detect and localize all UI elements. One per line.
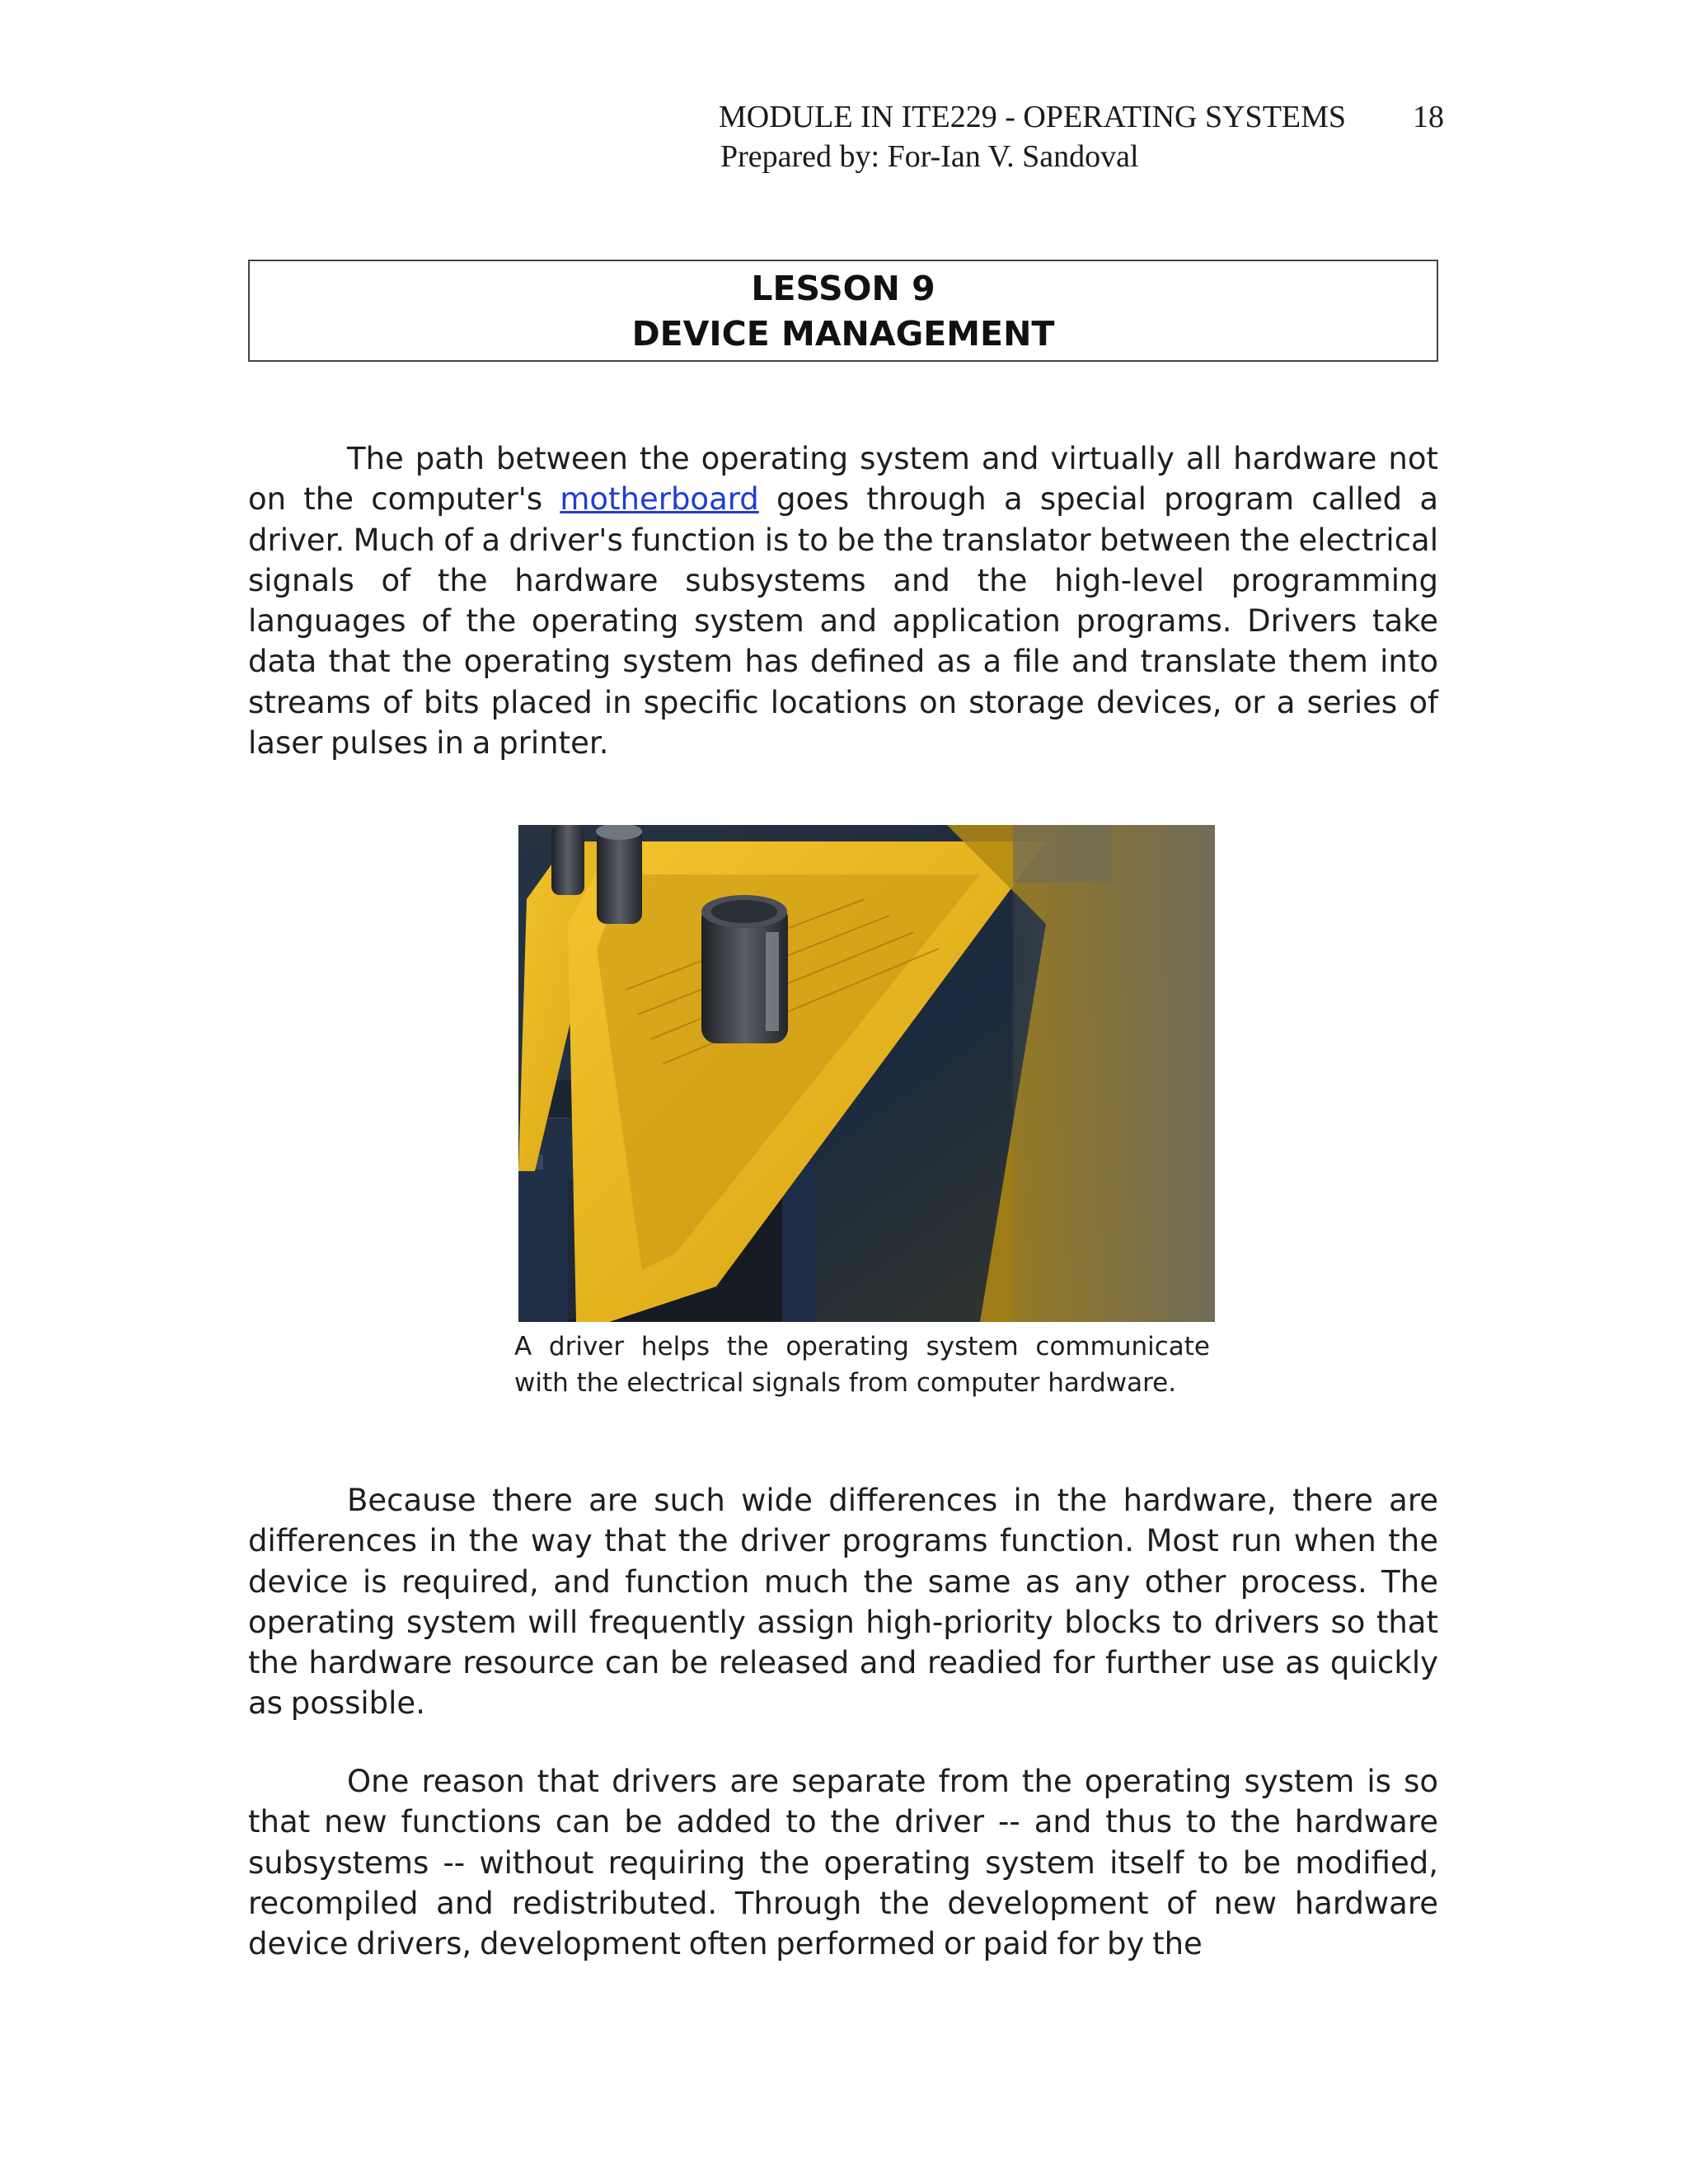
- paragraph-hardware-differences: [248, 1480, 1438, 1724]
- lesson-number: LESSON 9: [751, 269, 935, 308]
- page-number: 18: [1413, 100, 1444, 134]
- paragraph-separate-drivers: [248, 1761, 1438, 1964]
- paragraph-driver-path: [248, 438, 1438, 763]
- prepared-by: Prepared by: For-Ian V. Sandoval: [720, 139, 1139, 174]
- paragraph-text-after-link: goes through a special program called a driver. Much of a driver's function is to be the translator between the electrical signals of the hardware subsystems and the high-level programming languages of the operating system and application programs. Drivers take data that the operating system has defined as a file and translate them into streams of bits placed in specific locations on storage devices, or a series of laser pulses in a printer.: [248, 481, 1438, 762]
- module-title: MODULE IN ITE229 - OPERATING SYSTEMS: [719, 100, 1347, 134]
- figure-caption-text: A driver helps the operating system communicate with the electrical signals from computer hardware.: [514, 1332, 1210, 1398]
- paragraph-text: Because there are such wide differences in the hardware, there are differences in the way that the driver programs function. Most run when the device is required, and function much the same as any other process. The operating system will frequently assign high-priority blocks to drivers so that the hardware resource can be released and readied for further use as quickly as possible.: [248, 1483, 1438, 1722]
- page-header: [719, 97, 1444, 176]
- motherboard-link[interactable]: motherboard: [560, 481, 759, 518]
- motherboard-illustration: [518, 825, 1215, 1322]
- paragraph-text-before-link: The path between the operating system and virtually all hardware not on the computer's: [248, 441, 1438, 518]
- paragraph-text: One reason that drivers are separate from the operating system is so that new functions can be added to the driver -- and thus to the hardware subsystems -- without requiring the operating system itself to be modified, recompiled and redistributed. Through the development of new hardware device drivers, development often performed or paid for by the: [248, 1764, 1438, 1962]
- figure-caption: [514, 1329, 1210, 1401]
- header-module-line: [719, 97, 1444, 137]
- lesson-title-box: [248, 260, 1438, 362]
- motherboard-photo: [518, 825, 1215, 1322]
- lesson-title: DEVICE MANAGEMENT: [631, 314, 1055, 354]
